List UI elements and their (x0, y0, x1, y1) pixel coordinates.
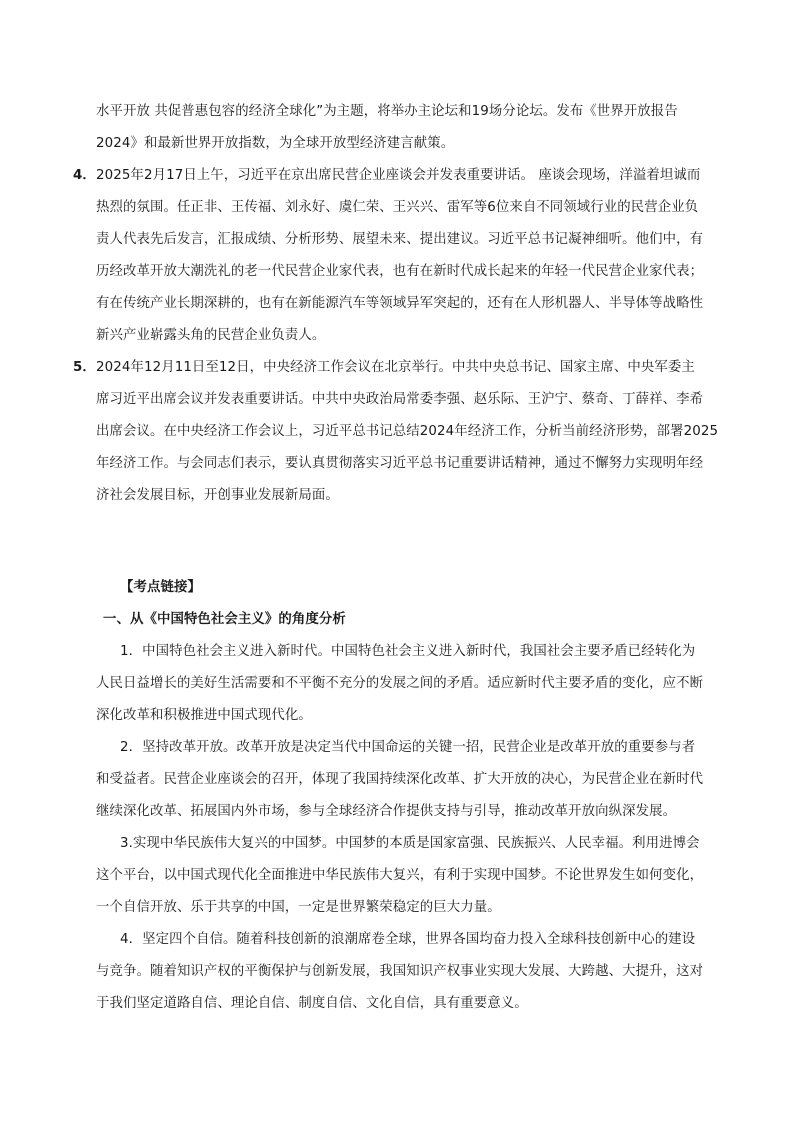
news-line: 新兴产业崭露头角的民营企业负责人。 (96, 328, 326, 343)
section-title: 【考点链接】 (120, 580, 201, 595)
news-line: 2024年12月11日至12日，中央经济工作会议在北京举行。中共中央总书记、国家主席、中央军委主 (96, 360, 695, 375)
news-line: 席习近平出席会议并发表重要讲话。中共中央政治局常委李强、赵乐际、王沪宁、蔡奇、丁薛祥、李希 (96, 392, 704, 407)
news-line: 有在传统产业长期深耕的，也有在新能源汽车等领域异军突起的，还有在人形机器人、半导体等战略性 (96, 296, 704, 311)
continuation-line: 2024》和最新世界开放指数，为全球开放型经济建言献策。 (96, 136, 455, 151)
point-line: 和受益者。民营企业座谈会的召开，体现了我国持续深化改革、扩大开放的决心，为民营企业在新时代 (96, 772, 704, 787)
news-line: 年经济工作。与会同志们表示，要认真贯彻落实习近平总书记重要讲话精神，通过不懈努力实现明年经 (96, 456, 704, 471)
point-line: 与竞争。随着知识产权的平衡保护与创新发展，我国知识产权事业实现大发展、大跨越、大提升，这对 (96, 964, 704, 979)
news-line: 2025年2月17日上午，习近平在京出席民营企业座谈会并发表重要讲话。 座谈会现场，洋溢着坦诚而 (96, 168, 701, 183)
point-line: 一个自信开放、乐于共享的中国，一定是世界繁荣稳定的巨大力量。 (96, 900, 501, 915)
news-line: 责人代表先后发言，汇报成绩、分析形势、展望未来、提出建议。习近平总书记凝神细听。他们中，有 (96, 232, 704, 247)
point-line: 3.实现中华民族伟大复兴的中国梦。中国梦的本质是国家富强、民族振兴、人民幸福。利用进博会 (120, 836, 700, 851)
news-line: 出席会议。在中央经济工作会议上，习近平总书记总结2024年经济工作，分析当前经济形势，部署2025 (96, 424, 719, 439)
point-line: 1．中国特色社会主义进入新时代。中国特色社会主义进入新时代，我国社会主要矛盾已经转化为 (120, 644, 696, 659)
continuation-line: 水平开放 共促普惠包容的经济全球化”为主题，将举办主论坛和19场分论坛。发布《世界开放报告 (96, 104, 678, 119)
subsection-title: 一、从《中国特色社会主义》的角度分析 (103, 612, 346, 627)
news-line: 济社会发展目标，开创事业发展新局面。 (96, 488, 339, 503)
point-line: 2．坚持改革开放。改革开放是决定当代中国命运的关键一招，民营企业是改革开放的重要参与者 (120, 740, 696, 755)
point-line: 继续深化改革、拓展国内外市场，参与全球经济合作提供支持与引导，推动改革开放向纵深发展。 (96, 804, 677, 819)
news-line: 历经改革开放大潮洗礼的老一代民营企业家代表，也有在新时代成长起来的年轻一代民营企业家代表； (96, 264, 704, 279)
point-line: 人民日益增长的美好生活需要和不平衡不充分的发展之间的矛盾。适应新时代主要矛盾的变化，应不断 (96, 676, 704, 691)
item-number: 4． (73, 168, 96, 183)
point-line: 深化改革和积极推进中国式现代化。 (96, 708, 312, 723)
point-line: 这个平台，以中国式现代化全面推进中华民族伟大复兴，有利于实现中国梦。不论世界发生如何变化， (96, 868, 704, 883)
news-line: 热烈的氛围。任正非、王传福、刘永好、虞仁荣、王兴兴、雷军等6位来自不同领域行业的民营企业负 (96, 200, 699, 215)
point-line: 于我们坚定道路自信、理论自信、制度自信、文化自信，具有重要意义。 (96, 996, 528, 1011)
item-number: 5． (73, 360, 96, 375)
point-line: 4．坚定四个自信。随着科技创新的浪潮席卷全球，世界各国均奋力投入全球科技创新中心的建设 (120, 932, 696, 947)
